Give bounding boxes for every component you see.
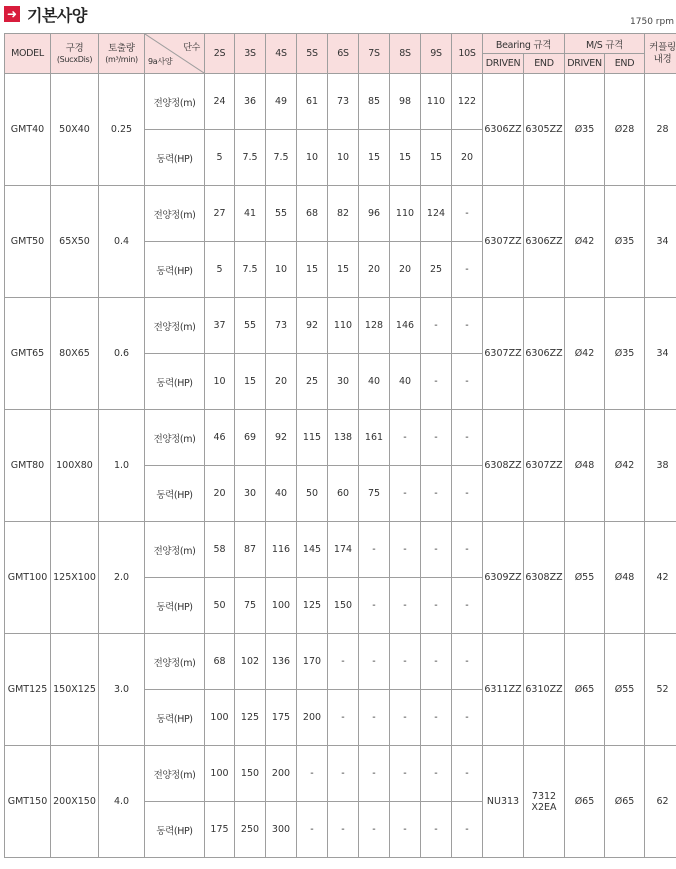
header-stage-col: 9S bbox=[421, 34, 452, 74]
cell-bore: 125X100 bbox=[51, 522, 99, 634]
cell-ms-end: Ø35 bbox=[605, 186, 645, 298]
cell-head-value: - bbox=[297, 746, 328, 802]
cell-power-value: - bbox=[421, 466, 452, 522]
cell-power-value: 15 bbox=[297, 242, 328, 298]
cell-power-value: 175 bbox=[266, 690, 297, 746]
cell-coupling: 42 bbox=[645, 522, 676, 634]
cell-bearing-end: 6305ZZ bbox=[524, 74, 565, 186]
cell-head-value: - bbox=[421, 746, 452, 802]
header-stage-spec bbox=[145, 34, 205, 74]
cell-head-value: 96 bbox=[359, 186, 390, 242]
cell-coupling: 34 bbox=[645, 186, 676, 298]
cell-power-label: 동력(HP) bbox=[145, 690, 205, 746]
cell-power-value: 10 bbox=[205, 354, 235, 410]
cell-head-label: 전양정(m) bbox=[145, 410, 205, 466]
table-row bbox=[5, 746, 676, 802]
cell-power-value: 150 bbox=[328, 578, 359, 634]
cell-model: GMT80 bbox=[5, 410, 51, 522]
cell-power-value: 5 bbox=[205, 130, 235, 186]
cell-head-value: - bbox=[359, 746, 390, 802]
cell-bearing-end: 6306ZZ bbox=[524, 298, 565, 410]
cell-head-value: 150 bbox=[235, 746, 266, 802]
cell-head-value: 69 bbox=[235, 410, 266, 466]
header-coupling: 커플링 내경 bbox=[645, 34, 676, 74]
cell-power-value: 100 bbox=[205, 690, 235, 746]
cell-head-value: - bbox=[452, 746, 483, 802]
cell-head-value: - bbox=[390, 746, 421, 802]
cell-power-value: - bbox=[452, 242, 483, 298]
cell-power-value: 10 bbox=[297, 130, 328, 186]
cell-bore: 200X150 bbox=[51, 746, 99, 858]
cell-bearing-driven: 6306ZZ bbox=[483, 74, 524, 186]
cell-head-value: - bbox=[390, 410, 421, 466]
cell-head-value: 128 bbox=[359, 298, 390, 354]
cell-bore: 100X80 bbox=[51, 410, 99, 522]
header-stage-col: 8S bbox=[390, 34, 421, 74]
cell-coupling: 34 bbox=[645, 298, 676, 410]
header-flow-label: 토출량 bbox=[108, 42, 135, 54]
cell-head-value: 115 bbox=[297, 410, 328, 466]
cell-power-value: - bbox=[390, 578, 421, 634]
cell-flow: 0.25 bbox=[99, 74, 145, 186]
cell-power-value: 125 bbox=[297, 578, 328, 634]
cell-ms-driven: Ø65 bbox=[565, 634, 605, 746]
cell-bearing-driven: 6307ZZ bbox=[483, 186, 524, 298]
cell-head-value: - bbox=[452, 298, 483, 354]
cell-power-value: - bbox=[390, 802, 421, 858]
rpm-note: 1750 rpm bbox=[630, 17, 674, 27]
cell-head-value: 92 bbox=[266, 410, 297, 466]
header-bore bbox=[51, 34, 99, 74]
header-ms: M/S 규격 bbox=[565, 34, 645, 54]
header-ms-end: END bbox=[605, 54, 645, 74]
cell-power-value: 25 bbox=[297, 354, 328, 410]
cell-ms-end: Ø28 bbox=[605, 74, 645, 186]
cell-power-value: 15 bbox=[235, 354, 266, 410]
cell-power-value: - bbox=[390, 690, 421, 746]
cell-flow: 3.0 bbox=[99, 634, 145, 746]
cell-power-value: 50 bbox=[297, 466, 328, 522]
header-model: MODEL bbox=[5, 34, 51, 74]
cell-head-value: 73 bbox=[328, 74, 359, 130]
cell-head-value: 200 bbox=[266, 746, 297, 802]
cell-power-value: 175 bbox=[205, 802, 235, 858]
cell-coupling: 62 bbox=[645, 746, 676, 858]
cell-head-value: 110 bbox=[421, 74, 452, 130]
cell-head-label: 전양정(m) bbox=[145, 522, 205, 578]
cell-head-value: 124 bbox=[421, 186, 452, 242]
cell-power-value: 40 bbox=[359, 354, 390, 410]
cell-ms-end: Ø55 bbox=[605, 634, 645, 746]
cell-ms-end: Ø42 bbox=[605, 410, 645, 522]
cell-head-value: 27 bbox=[205, 186, 235, 242]
cell-power-value: - bbox=[452, 466, 483, 522]
cell-head-value: - bbox=[390, 634, 421, 690]
cell-head-label: 전양정(m) bbox=[145, 634, 205, 690]
cell-head-value: - bbox=[359, 522, 390, 578]
cell-power-value: 30 bbox=[235, 466, 266, 522]
cell-ms-end: Ø65 bbox=[605, 746, 645, 858]
header-stage-col: 6S bbox=[328, 34, 359, 74]
cell-power-value: 75 bbox=[359, 466, 390, 522]
cell-power-value: - bbox=[452, 354, 483, 410]
cell-head-label: 전양정(m) bbox=[145, 186, 205, 242]
cell-power-label: 동력(HP) bbox=[145, 242, 205, 298]
cell-head-value: 136 bbox=[266, 634, 297, 690]
cell-power-value: 10 bbox=[266, 242, 297, 298]
cell-power-value: - bbox=[452, 690, 483, 746]
cell-power-label: 동력(HP) bbox=[145, 802, 205, 858]
cell-head-value: 170 bbox=[297, 634, 328, 690]
cell-head-value: 85 bbox=[359, 74, 390, 130]
cell-power-value: - bbox=[359, 690, 390, 746]
spec-table bbox=[4, 33, 676, 858]
header-stage-col: 5S bbox=[297, 34, 328, 74]
cell-head-value: - bbox=[390, 522, 421, 578]
cell-power-value: 5 bbox=[205, 242, 235, 298]
cell-bearing-driven: NU313 bbox=[483, 746, 524, 858]
cell-ms-driven: Ø48 bbox=[565, 410, 605, 522]
cell-power-value: 15 bbox=[359, 130, 390, 186]
header-flow-sub: (m³/min) bbox=[105, 54, 138, 64]
cell-power-value: - bbox=[328, 802, 359, 858]
cell-power-value: 15 bbox=[328, 242, 359, 298]
cell-head-value: 122 bbox=[452, 74, 483, 130]
cell-power-value: 100 bbox=[266, 578, 297, 634]
cell-coupling: 38 bbox=[645, 410, 676, 522]
cell-flow: 2.0 bbox=[99, 522, 145, 634]
header-flow bbox=[99, 34, 145, 74]
cell-head-label: 전양정(m) bbox=[145, 746, 205, 802]
cell-power-value: 7.5 bbox=[235, 130, 266, 186]
cell-power-value: - bbox=[421, 690, 452, 746]
cell-power-value: 20 bbox=[452, 130, 483, 186]
cell-model: GMT65 bbox=[5, 298, 51, 410]
page-title: 기본사양 bbox=[27, 5, 87, 25]
cell-power-value: - bbox=[421, 578, 452, 634]
cell-power-value: 20 bbox=[390, 242, 421, 298]
cell-head-value: 73 bbox=[266, 298, 297, 354]
cell-flow: 0.4 bbox=[99, 186, 145, 298]
cell-model: GMT150 bbox=[5, 746, 51, 858]
cell-head-value: 36 bbox=[235, 74, 266, 130]
cell-power-value: 20 bbox=[205, 466, 235, 522]
cell-ms-end: Ø48 bbox=[605, 522, 645, 634]
cell-bearing-driven: 6308ZZ bbox=[483, 410, 524, 522]
cell-head-value: 46 bbox=[205, 410, 235, 466]
header-stage-col: 2S bbox=[205, 34, 235, 74]
cell-power-value: - bbox=[359, 802, 390, 858]
cell-power-value: - bbox=[359, 578, 390, 634]
table-row bbox=[5, 186, 676, 242]
cell-power-value: 75 bbox=[235, 578, 266, 634]
cell-bore: 50X40 bbox=[51, 74, 99, 186]
cell-head-value: 37 bbox=[205, 298, 235, 354]
cell-power-value: 50 bbox=[205, 578, 235, 634]
cell-power-value: 300 bbox=[266, 802, 297, 858]
cell-power-value: - bbox=[328, 690, 359, 746]
cell-power-value: 60 bbox=[328, 466, 359, 522]
cell-head-value: 41 bbox=[235, 186, 266, 242]
cell-coupling: 28 bbox=[645, 74, 676, 186]
cell-power-value: - bbox=[421, 802, 452, 858]
arrow-right-icon: ➜ bbox=[4, 6, 20, 22]
cell-bearing-end: 7312 X2EA bbox=[524, 746, 565, 858]
cell-head-value: - bbox=[359, 634, 390, 690]
cell-power-value: - bbox=[297, 802, 328, 858]
cell-ms-end: Ø35 bbox=[605, 298, 645, 410]
cell-head-value: 24 bbox=[205, 74, 235, 130]
cell-bearing-end: 6310ZZ bbox=[524, 634, 565, 746]
cell-head-value: 68 bbox=[297, 186, 328, 242]
cell-head-value: 138 bbox=[328, 410, 359, 466]
cell-bearing-driven: 6307ZZ bbox=[483, 298, 524, 410]
cell-head-value: 61 bbox=[297, 74, 328, 130]
cell-bearing-end: 6306ZZ bbox=[524, 186, 565, 298]
cell-head-value: 92 bbox=[297, 298, 328, 354]
cell-power-label: 동력(HP) bbox=[145, 578, 205, 634]
cell-head-value: - bbox=[328, 746, 359, 802]
cell-bore: 65X50 bbox=[51, 186, 99, 298]
cell-model: GMT50 bbox=[5, 186, 51, 298]
header-stage-col: 10S bbox=[452, 34, 483, 74]
cell-power-value: 40 bbox=[390, 354, 421, 410]
header-bearing-end: END bbox=[524, 54, 565, 74]
header-stage-col: 7S bbox=[359, 34, 390, 74]
cell-power-value: - bbox=[421, 354, 452, 410]
cell-head-value: - bbox=[328, 634, 359, 690]
header-stage-col: 3S bbox=[235, 34, 266, 74]
cell-power-label: 동력(HP) bbox=[145, 466, 205, 522]
cell-power-value: - bbox=[390, 466, 421, 522]
header-stages: 단수 bbox=[183, 43, 200, 53]
cell-head-value: 174 bbox=[328, 522, 359, 578]
table-row bbox=[5, 74, 676, 130]
cell-power-label: 동력(HP) bbox=[145, 130, 205, 186]
cell-power-value: 15 bbox=[421, 130, 452, 186]
cell-head-value: - bbox=[421, 522, 452, 578]
header-bore-label: 구경 bbox=[65, 42, 84, 54]
cell-power-label: 동력(HP) bbox=[145, 354, 205, 410]
cell-head-value: 116 bbox=[266, 522, 297, 578]
cell-head-value: 55 bbox=[266, 186, 297, 242]
cell-head-value: 161 bbox=[359, 410, 390, 466]
cell-ms-driven: Ø55 bbox=[565, 522, 605, 634]
section-title bbox=[4, 3, 87, 25]
cell-head-label: 전양정(m) bbox=[145, 74, 205, 130]
cell-power-value: 40 bbox=[266, 466, 297, 522]
cell-bearing-end: 6308ZZ bbox=[524, 522, 565, 634]
cell-head-value: 87 bbox=[235, 522, 266, 578]
cell-head-value: - bbox=[452, 410, 483, 466]
cell-bore: 150X125 bbox=[51, 634, 99, 746]
cell-head-value: 100 bbox=[205, 746, 235, 802]
cell-head-value: - bbox=[452, 522, 483, 578]
cell-head-value: 55 bbox=[235, 298, 266, 354]
header-bearing-driven: DRIVEN bbox=[483, 54, 524, 74]
cell-head-value: 58 bbox=[205, 522, 235, 578]
cell-flow: 0.6 bbox=[99, 298, 145, 410]
cell-head-value: - bbox=[452, 186, 483, 242]
cell-head-value: 68 bbox=[205, 634, 235, 690]
cell-head-value: - bbox=[452, 634, 483, 690]
cell-power-value: - bbox=[452, 578, 483, 634]
cell-head-value: - bbox=[421, 634, 452, 690]
cell-power-value: 250 bbox=[235, 802, 266, 858]
cell-power-value: 25 bbox=[421, 242, 452, 298]
cell-bearing-driven: 6309ZZ bbox=[483, 522, 524, 634]
cell-model: GMT40 bbox=[5, 74, 51, 186]
cell-head-label: 전양정(m) bbox=[145, 298, 205, 354]
cell-head-value: 98 bbox=[390, 74, 421, 130]
cell-power-value: 30 bbox=[328, 354, 359, 410]
cell-head-value: 102 bbox=[235, 634, 266, 690]
cell-power-value: - bbox=[452, 802, 483, 858]
cell-power-value: 10 bbox=[328, 130, 359, 186]
cell-power-value: 125 bbox=[235, 690, 266, 746]
cell-bore: 80X65 bbox=[51, 298, 99, 410]
cell-head-value: 146 bbox=[390, 298, 421, 354]
cell-ms-driven: Ø42 bbox=[565, 298, 605, 410]
cell-flow: 4.0 bbox=[99, 746, 145, 858]
cell-coupling: 52 bbox=[645, 634, 676, 746]
cell-ms-driven: Ø35 bbox=[565, 74, 605, 186]
cell-bearing-driven: 6311ZZ bbox=[483, 634, 524, 746]
table-row bbox=[5, 298, 676, 354]
cell-bearing-end: 6307ZZ bbox=[524, 410, 565, 522]
cell-power-value: 200 bbox=[297, 690, 328, 746]
cell-model: GMT125 bbox=[5, 634, 51, 746]
header-bore-sub: (SucxDis) bbox=[56, 54, 93, 64]
cell-head-value: 82 bbox=[328, 186, 359, 242]
cell-head-value: - bbox=[421, 410, 452, 466]
cell-power-value: 15 bbox=[390, 130, 421, 186]
cell-model: GMT100 bbox=[5, 522, 51, 634]
cell-head-value: 49 bbox=[266, 74, 297, 130]
cell-power-value: 7.5 bbox=[235, 242, 266, 298]
cell-head-value: 110 bbox=[390, 186, 421, 242]
cell-flow: 1.0 bbox=[99, 410, 145, 522]
cell-head-value: - bbox=[421, 298, 452, 354]
cell-power-value: 20 bbox=[266, 354, 297, 410]
cell-power-value: 7.5 bbox=[266, 130, 297, 186]
cell-power-value: 20 bbox=[359, 242, 390, 298]
table-row bbox=[5, 634, 676, 690]
header-bearing: Bearing 규격 bbox=[483, 34, 565, 54]
header-spec: 9a사양 bbox=[148, 57, 173, 66]
cell-ms-driven: Ø65 bbox=[565, 746, 605, 858]
table-row bbox=[5, 410, 676, 466]
cell-head-value: 145 bbox=[297, 522, 328, 578]
header-ms-driven: DRIVEN bbox=[565, 54, 605, 74]
header-stage-col: 4S bbox=[266, 34, 297, 74]
cell-ms-driven: Ø42 bbox=[565, 186, 605, 298]
cell-head-value: 110 bbox=[328, 298, 359, 354]
table-row bbox=[5, 522, 676, 578]
